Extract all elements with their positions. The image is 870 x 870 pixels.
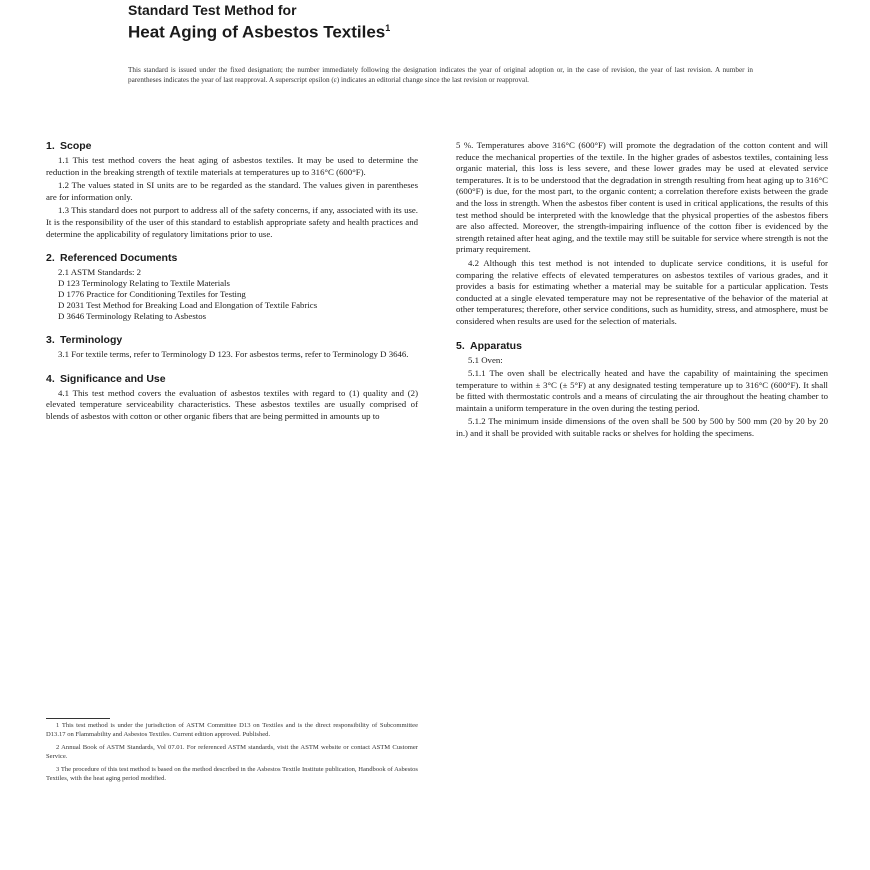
right-column [456, 140, 828, 452]
paragraph: 1.3 This standard does not purport to address all of the safety concerns, if any, associated with its use. It is the responsibility of the user of this standard to establish appropriate safety and health practices and determine the applicability of regulatory limitations prior to use. [46, 205, 418, 239]
title-line-1: Standard Test Method for [128, 2, 297, 18]
left-column [46, 140, 418, 435]
footnote: 3 The procedure of this test method is based on the method described in the Asbestos Textile Institute publication, Handbook of Asbestos Textiles, with the heat aging period modified. [46, 766, 418, 782]
reference-item: D 123 Terminology Relating to Textile Materials [58, 278, 230, 289]
section-heading: 1. Scope [46, 140, 92, 152]
reference-item: D 2031 Test Method for Breaking Load and Elongation of Textile Fabrics [58, 300, 318, 311]
paragraph: 5.1.1 The oven shall be electrically heated and have the capability of maintaining the specimen temperature to within ± 3°C (± 5°F) at any designated testing temperature up to 316°C (600°F). It shall be fitted with thermostatic controls and a means of circulating the air throughout the heating chamber to maintain a uniform temperature in the oven during the testing period. [456, 368, 828, 413]
section-heading: 2. Referenced Documents [46, 252, 178, 265]
section-significance-continued [456, 140, 828, 328]
footnote: 1 This test method is under the jurisdiction of ASTM Committee D13 on Textiles and is the direct responsibility of Subcommittee D13.17 on Flammability and Asbestos Textiles. Current edition approved. Published. [46, 722, 418, 738]
paragraph: 4.1 This test method covers the evaluation of asbestos textiles with regard to (1) quality and (2) elevated temperature serviceability characteristics. These asbestos textiles are usually comprised of blends of asbestos with cotton or other organic fibers that are being permitted in amounts up to [46, 387, 418, 421]
reference-item: D 3646 Terminology Relating to Asbestos [58, 311, 207, 322]
paragraph: 3.1 For textile terms, refer to Terminology D 123. For asbestos terms, refer to Terminology D 3646. [58, 349, 409, 360]
title-block [128, 2, 728, 43]
footnote: 2 Annual Book of ASTM Standards, Vol 07.01. For referenced ASTM standards, visit the ASTM website or contact ASTM Customer Service. [46, 744, 418, 760]
section-terminology [46, 334, 418, 361]
section-heading: 3. Terminology [46, 334, 123, 347]
title-footnote-mark: 1 [385, 23, 391, 33]
reference-item: D 1776 Practice for Conditioning Textiles for Testing [58, 289, 246, 300]
footnotes [46, 722, 418, 789]
title-line-2 [128, 18, 728, 43]
section-apparatus [456, 340, 828, 440]
paragraph: 5.1.2 The minimum inside dimensions of the oven shall be 500 by 500 by 500 mm (20 by 20 by 20 in.) and it shall be provided with suitable racks or shelves for holding the specimens. [456, 416, 828, 439]
section-heading: 4. Significance and Use [46, 372, 166, 385]
section-significance [46, 373, 418, 423]
section-scope [46, 140, 418, 240]
preamble: This standard is issued under the fixed designation; the number immediately following the designation indicates the year of original adoption or, in the case of revision, the year of last revision. A number in parentheses indicates the year of last reapproval. A superscript epsilon (ε) indicates an editorial change since the last revision or reapproval. [128, 66, 753, 84]
reference-item: 2.1 ASTM Standards: 2 [58, 267, 142, 278]
paragraph: 5 %. Temperatures above 316°C (600°F) will promote the degradation of the cotton content and will reduce the mechanical properties of the textile. In the higher grades of asbestos textiles, containing less organic material, this loss is less severe, and these lower grades may be used at elevated service temperatures. It is to be understood that the degradation in strength resulting from heat aging up to 316°C (600°F) is due, for the most part, to the organic content; a correlation therefore exists between the grade and the loss in strength. When the asbestos fiber content is used in critical applications, the results of this test method should be interpreted with the knowledge that the physical properties of the asbestos fibers are also affected. Moreover, the strength-impairing influence of the cotton fiber is evidenced by the strength retained after heat aging, and the textile may still be suitable for service where strength is not the primary requirement. [456, 140, 828, 255]
paragraph: 1.2 The values stated in SI units are to be regarded as the standard. The values given in parentheses are for information only. [46, 180, 418, 202]
subsection-heading: 5.1 Oven: [468, 354, 503, 365]
section-heading: 5. Apparatus [456, 339, 522, 352]
paragraph: 4.2 Although this test method is not intended to duplicate service conditions, it is useful for comparing the relative effects of elevated temperatures on asbestos textiles of various grades, and it provides a basis for estimating whether a material may be suitable for a particular application. Tests conducted at a single elevated temperature may not be representative of the behavior of the material at other temperatures; therefore, other service conditions, such as humidity, stress, and atmosphere, must be considered when results are used for the selection of materials. [456, 257, 828, 326]
paragraph: 1.1 This test method covers the heat aging of asbestos textiles. It may be used to determine the reduction in the breaking strength of textile materials at temperatures up to 316°C (600°F). [46, 155, 418, 177]
document-title: Heat Aging of Asbestos Textiles [128, 22, 386, 42]
footnote-divider [46, 718, 110, 719]
section-referenced-documents [46, 252, 418, 322]
